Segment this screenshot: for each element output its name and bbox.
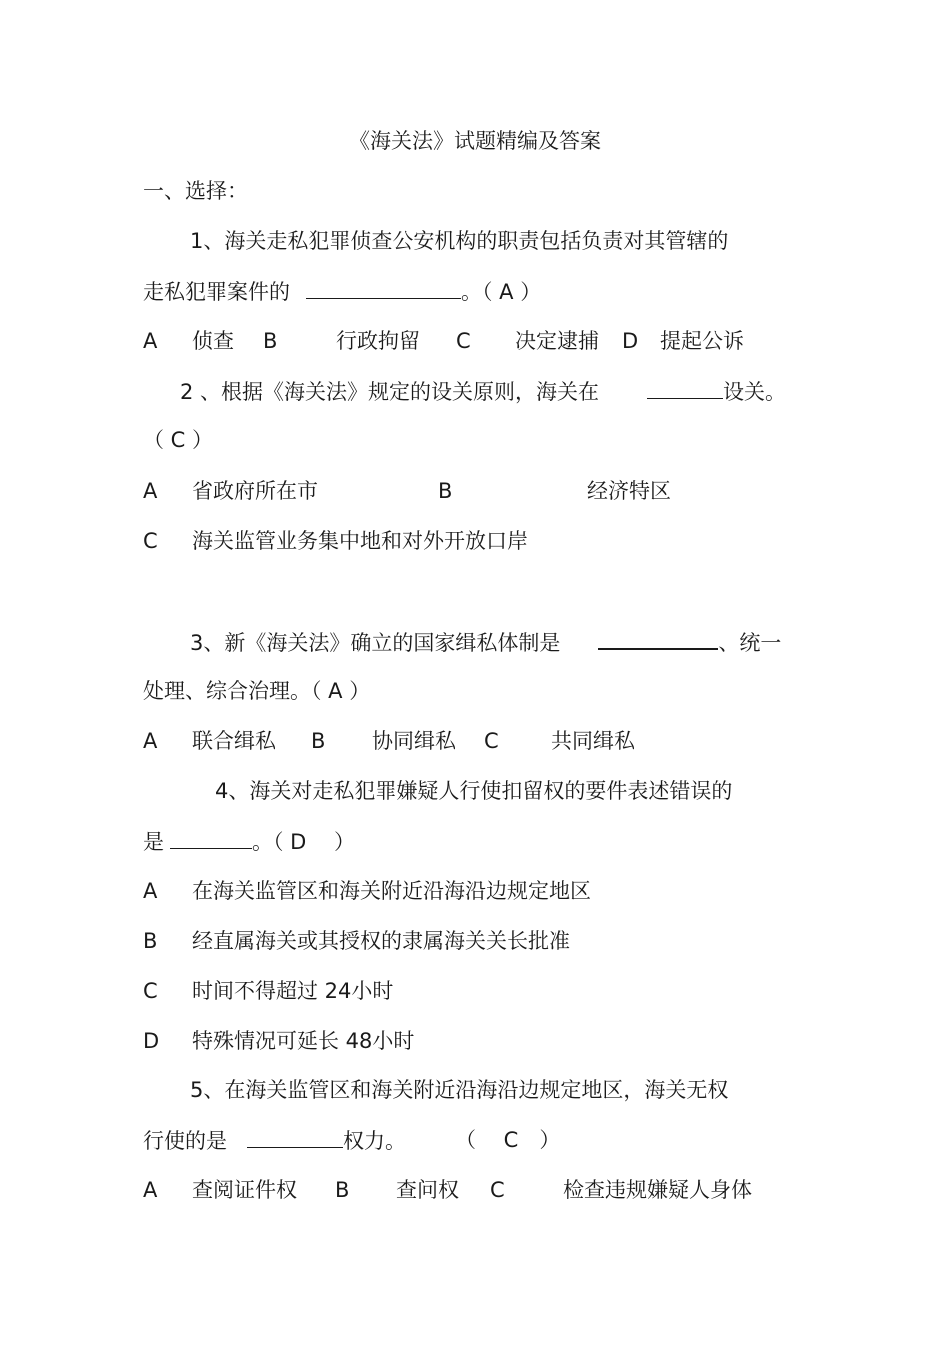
question-4-text: 是 <box>143 830 164 854</box>
question-4-line-2 <box>143 828 355 855</box>
option-text: 协同缉私 <box>372 729 456 753</box>
option-text: 决定逮捕 <box>515 329 599 353</box>
answer-blank <box>170 828 252 849</box>
option-letter: B <box>335 1178 350 1202</box>
option-letter: B <box>311 729 326 753</box>
question-2-text: 2 、根据《海关法》规定的设关原则，海关在 <box>180 380 600 404</box>
answer-blank <box>647 378 723 399</box>
option-letter: B <box>438 479 453 503</box>
question-1-text: 走私犯罪案件的 <box>143 280 290 304</box>
option-text: 经济特区 <box>587 479 671 503</box>
answer-blank <box>598 628 718 650</box>
question-3-line-2: 处理、综合治理。（ A ） <box>143 679 371 703</box>
question-2-text-end: 设关。 <box>723 380 787 404</box>
option-letter: B <box>263 329 278 353</box>
option-text: 共同缉私 <box>551 729 635 753</box>
option-letter: B <box>143 929 158 953</box>
question-3-line-1 <box>190 628 781 656</box>
option-letter: A <box>143 479 158 503</box>
option-text: 省政府所在市 <box>192 479 318 503</box>
option-text: 行政拘留 <box>336 329 420 353</box>
page-title: 《海关法》试题精编及答案 <box>349 129 601 153</box>
option-letter: A <box>143 729 158 753</box>
option-text: 联合缉私 <box>192 729 276 753</box>
question-5-line-2 <box>143 1127 406 1154</box>
question-5-text-end: 权力。 <box>343 1129 406 1153</box>
option-text: 在海关监管区和海关附近沿海沿边规定地区 <box>192 879 591 903</box>
option-text: 查问权 <box>396 1178 459 1202</box>
option-text: 侦查 <box>192 329 234 353</box>
option-letter: C <box>143 979 158 1003</box>
option-text: 时间不得超过 24小时 <box>192 979 394 1003</box>
answer-blank <box>247 1127 343 1148</box>
option-letter: C <box>490 1178 505 1202</box>
question-3-text-end: 、统一 <box>718 631 782 655</box>
answer-blank <box>306 278 461 299</box>
option-letter: D <box>622 329 639 353</box>
section-heading: 一、选择： <box>143 179 248 203</box>
question-1-answer: 。（ A ） <box>461 280 542 304</box>
question-3-text: 3、新《海关法》确立的国家缉私体制是 <box>190 631 561 655</box>
option-text: 提起公诉 <box>660 329 744 353</box>
option-letter: D <box>143 1029 160 1053</box>
option-text: 特殊情况可延长 48小时 <box>192 1029 415 1053</box>
option-letter: A <box>143 1178 158 1202</box>
option-letter: C <box>484 729 499 753</box>
question-5-text: 行使的是 <box>143 1129 227 1153</box>
question-5-line-1: 5、在海关监管区和海关附近沿海沿边规定地区，海关无权 <box>190 1078 729 1102</box>
question-4-line-1: 4、海关对走私犯罪嫌疑人行使扣留权的要件表述错误的 <box>215 779 733 803</box>
question-2-line-1 <box>180 378 786 405</box>
option-text: 查阅证件权 <box>192 1178 297 1202</box>
question-2-answer: （ C ） <box>143 428 214 452</box>
question-1-line-1: 1、海关走私犯罪侦查公安机构的职责包括负责对其管辖的 <box>190 229 729 253</box>
question-5-answer: （ C ） <box>455 1128 561 1152</box>
option-letter: A <box>143 329 158 353</box>
question-4-answer: 。（ D ） <box>252 830 356 854</box>
option-letter: A <box>143 879 158 903</box>
option-letter: C <box>143 529 158 553</box>
question-1-line-2 <box>143 278 541 305</box>
option-letter: C <box>456 329 471 353</box>
option-text: 检查违规嫌疑人身体 <box>563 1178 752 1202</box>
option-text: 海关监管业务集中地和对外开放口岸 <box>192 529 528 553</box>
option-text: 经直属海关或其授权的隶属海关关长批准 <box>192 929 570 953</box>
